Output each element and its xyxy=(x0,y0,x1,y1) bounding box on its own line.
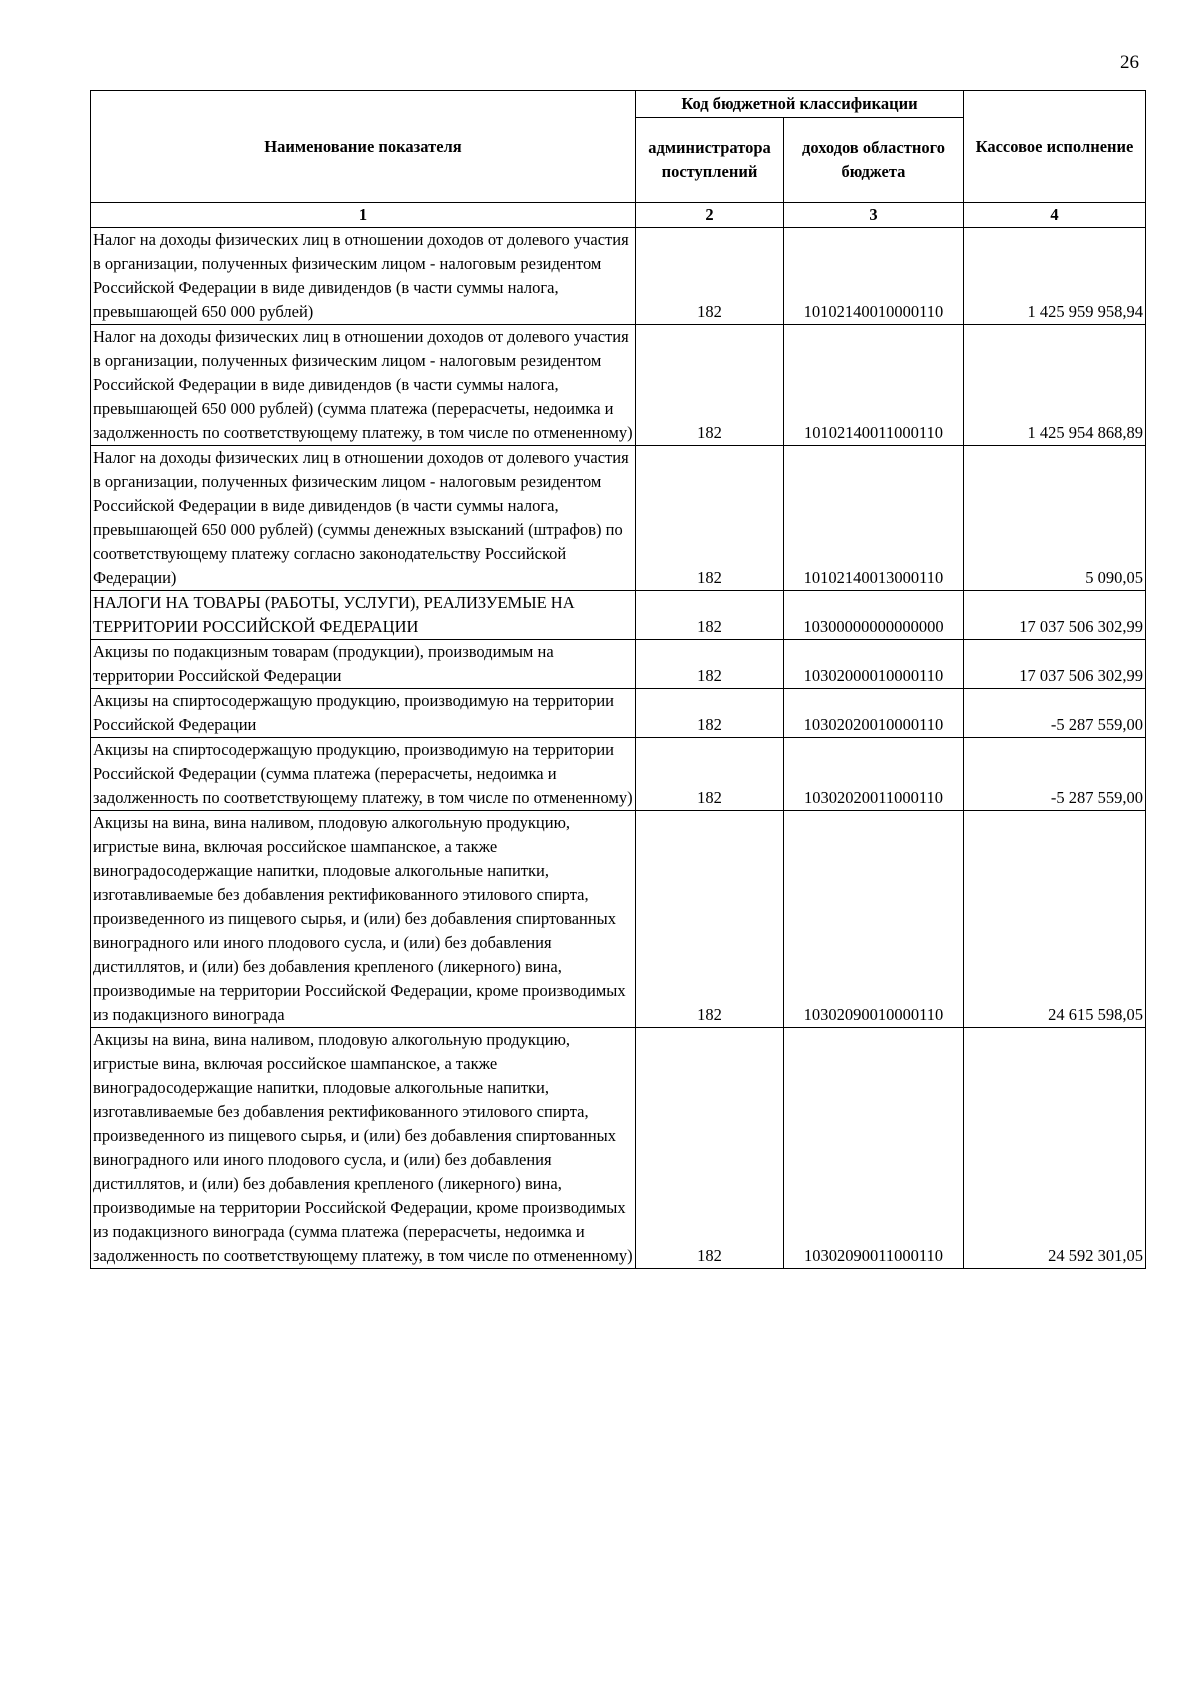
table-row xyxy=(91,689,1146,738)
section-name: НАЛОГИ НА ТОВАРЫ (РАБОТЫ, УСЛУГИ), РЕАЛИЗУЕМЫЕ НА ТЕРРИТОРИИ РОССИЙСКОЙ ФЕДЕРАЦИИ xyxy=(91,591,636,640)
budget-classification-code: 10102140010000110 xyxy=(784,228,964,325)
administrator-code: 182 xyxy=(636,1028,784,1269)
header-indicator-name: Наименование показателя xyxy=(91,91,636,203)
table-row xyxy=(91,811,1146,1028)
column-number: 1 xyxy=(91,203,636,228)
column-number: 3 xyxy=(784,203,964,228)
table-row xyxy=(91,325,1146,446)
administrator-code: 182 xyxy=(636,640,784,689)
indicator-name: Акцизы на спиртосодержащую продукцию, производимую на территории Российской Федерации xyxy=(91,689,636,738)
cash-execution-amount: 17 037 506 302,99 xyxy=(964,640,1146,689)
budget-classification-code: 10102140013000110 xyxy=(784,446,964,591)
page-number: 26 xyxy=(1120,52,1139,73)
administrator-code: 182 xyxy=(636,446,784,591)
budget-classification-code: 10302090011000110 xyxy=(784,1028,964,1269)
indicator-name: Акцизы на вина, вина наливом, плодовую алкогольную продукцию, игристые вина, включая российское шампанское, а также виноградосодержащие напитки, плодовые алкогольные напитки, изготавливаемые без добавления ректификованного этилового спирта, произведенного из пищевого сырья, и (или) без добавления спиртованных виноградного или иного плодового сусла, и (или) без добавления дистиллятов, и (или) без добавления крепленого (ликерного) вина, производимые на территории Российской Федерации, кроме производимых из подакцизного винограда xyxy=(91,811,636,1028)
administrator-code: 182 xyxy=(636,228,784,325)
administrator-code: 182 xyxy=(636,738,784,811)
column-number: 2 xyxy=(636,203,784,228)
cash-execution-amount: 1 425 959 958,94 xyxy=(964,228,1146,325)
administrator-code: 182 xyxy=(636,325,784,446)
cash-execution-amount: -5 287 559,00 xyxy=(964,738,1146,811)
cash-execution-amount: -5 287 559,00 xyxy=(964,689,1146,738)
budget-revenue-table xyxy=(90,90,1146,1269)
indicator-name: Акцизы по подакцизным товарам (продукции), производимым на территории Российской Федерации xyxy=(91,640,636,689)
table-row xyxy=(91,591,1146,640)
budget-classification-code: 10302020011000110 xyxy=(784,738,964,811)
indicator-name: Акцизы на спиртосодержащую продукцию, производимую на территории Российской Федерации (сумма платежа (перерасчеты, недоимка и задолженность по соответствующему платежу, в том числе по отмененному) xyxy=(91,738,636,811)
indicator-name: Акцизы на вина, вина наливом, плодовую алкогольную продукцию, игристые вина, включая российское шампанское, а также виноградосодержащие напитки, плодовые алкогольные напитки, изготавливаемые без добавления ректификованного этилового спирта, произведенного из пищевого сырья, и (или) без добавления спиртованных виноградного или иного плодового сусла, и (или) без добавления дистиллятов, и (или) без добавления крепленого (ликерного) вина, производимые на территории Российской Федерации, кроме производимых из подакцизного винограда (сумма платежа (перерасчеты, недоимка и задолженность по соответствующему платежу, в том числе по отмененному) xyxy=(91,1028,636,1269)
column-number: 4 xyxy=(964,203,1146,228)
administrator-code: 182 xyxy=(636,811,784,1028)
header-cash-execution: Кассовое исполнение xyxy=(964,91,1146,203)
budget-classification-code: 10302090010000110 xyxy=(784,811,964,1028)
header-administrator: администратора поступлений xyxy=(636,118,784,203)
cash-execution-amount: 17 037 506 302,99 xyxy=(964,591,1146,640)
administrator-code: 182 xyxy=(636,689,784,738)
table-row xyxy=(91,738,1146,811)
budget-classification-code: 10302000010000110 xyxy=(784,640,964,689)
cash-execution-amount: 24 592 301,05 xyxy=(964,1028,1146,1269)
budget-classification-code: 10302020010000110 xyxy=(784,689,964,738)
cash-execution-amount: 24 615 598,05 xyxy=(964,811,1146,1028)
indicator-name: Налог на доходы физических лиц в отношении доходов от долевого участия в организации, полученных физическим лицом - налоговым резидентом Российской Федерации в виде дивидендов (в части суммы налога, превышающей 650 000 рублей) xyxy=(91,228,636,325)
indicator-name: Налог на доходы физических лиц в отношении доходов от долевого участия в организации, полученных физическим лицом - налоговым резидентом Российской Федерации в виде дивидендов (в части суммы налога, превышающей 650 000 рублей) (суммы денежных взысканий (штрафов) по соответствующему платежу согласно законодательству Российской Федерации) xyxy=(91,446,636,591)
table-row xyxy=(91,640,1146,689)
header-regional-revenue: доходов областного бюджета xyxy=(784,118,964,203)
indicator-name: Налог на доходы физических лиц в отношении доходов от долевого участия в организации, полученных физическим лицом - налоговым резидентом Российской Федерации в виде дивидендов (в части суммы налога, превышающей 650 000 рублей) (сумма платежа (перерасчеты, недоимка и задолженность по соответствующему платежу, в том числе по отмененному) xyxy=(91,325,636,446)
cash-execution-amount: 1 425 954 868,89 xyxy=(964,325,1146,446)
cash-execution-amount: 5 090,05 xyxy=(964,446,1146,591)
table-row xyxy=(91,446,1146,591)
budget-classification-code: 10102140011000110 xyxy=(784,325,964,446)
administrator-code: 182 xyxy=(636,591,784,640)
budget-classification-code: 10300000000000000 xyxy=(784,591,964,640)
table-row xyxy=(91,228,1146,325)
table-row xyxy=(91,1028,1146,1269)
header-budget-code-group: Код бюджетной классификации xyxy=(636,91,964,118)
